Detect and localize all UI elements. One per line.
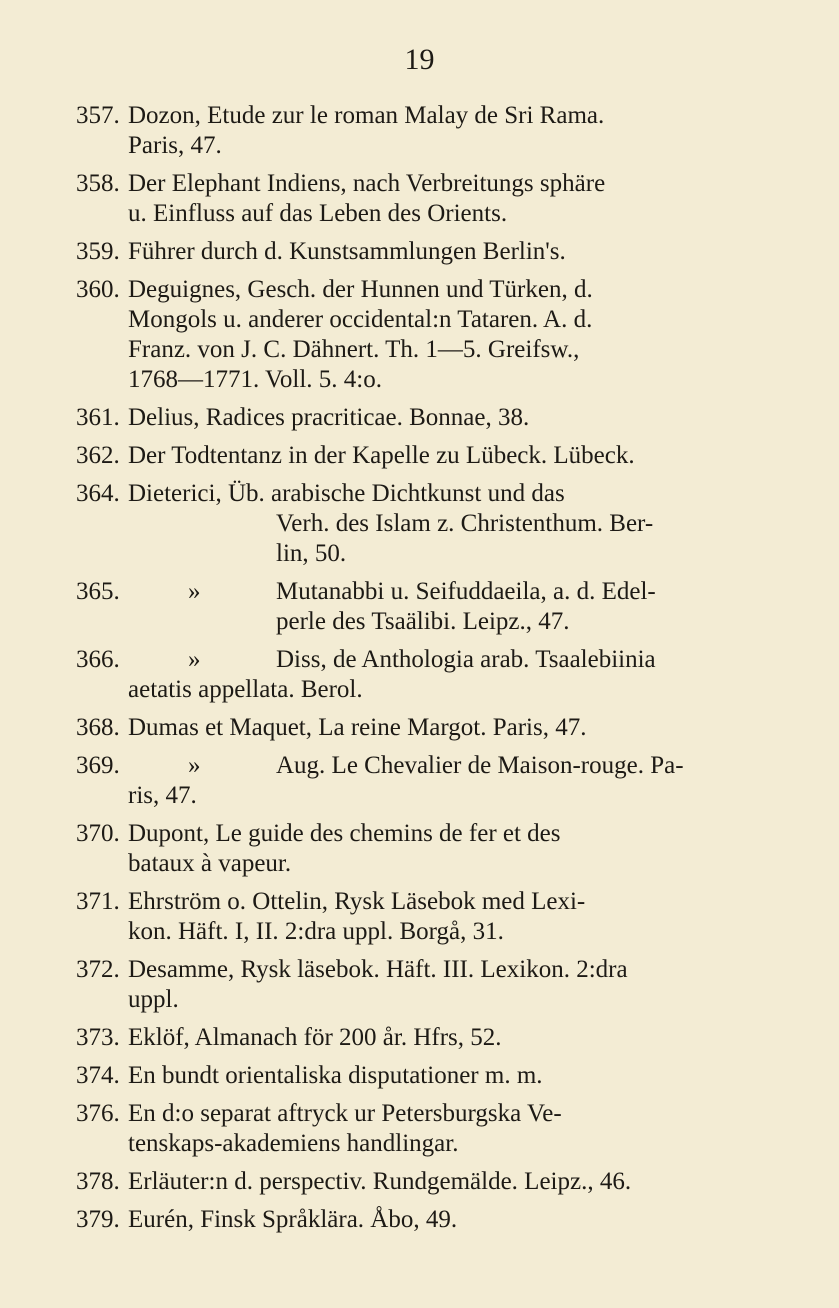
- entry-number: 365.: [76, 578, 120, 605]
- entry-line: Dupont, Le guide des chemins de fer et des: [128, 820, 561, 847]
- entry-line: Desamme, Rysk läsebok. Häft. III. Lexikon. 2:dra: [128, 956, 628, 983]
- entry-line: Der Todtentanz in der Kapelle zu Lübeck. Lübeck.: [128, 442, 635, 469]
- entry-line: bataux à vapeur.: [128, 850, 292, 877]
- entry-line: ris, 47.: [128, 782, 197, 809]
- catalog-entry: [76, 275, 766, 395]
- catalog-entries: [76, 101, 766, 1243]
- catalog-entry: [76, 1167, 766, 1197]
- entry-number: 369.: [76, 752, 120, 779]
- catalog-entry: [76, 819, 766, 879]
- entry-line: u. Einfluss auf das Leben des Orients.: [128, 200, 508, 227]
- entry-line: Mongols u. anderer occidental:n Tataren. A. d.: [128, 306, 593, 333]
- catalog-entry: [76, 751, 766, 811]
- entry-line: » Aug. Le Chevalier de Maison-rouge. Pa-: [128, 751, 766, 781]
- entry-line: Eurén, Finsk Språklära. Åbo, 49.: [128, 1206, 458, 1233]
- entry-number: 373.: [76, 1024, 120, 1051]
- catalog-entry: [76, 101, 766, 161]
- catalog-entry: [76, 403, 766, 433]
- entry-number: 357.: [76, 102, 120, 129]
- catalog-entry: [76, 1023, 766, 1053]
- entry-line: Deguignes, Gesch. der Hunnen und Türken, d.: [128, 276, 593, 303]
- catalog-entry: [76, 887, 766, 947]
- entry-line: perle des Tsaälibi. Leipz., 47.: [276, 608, 570, 635]
- entry-number: 359.: [76, 238, 120, 265]
- catalog-entry: [76, 577, 766, 637]
- entry-number: 378.: [76, 1168, 120, 1195]
- catalog-entry: [76, 169, 766, 229]
- entry-line: lin, 50.: [276, 540, 347, 567]
- entry-line: kon. Häft. I, II. 2:dra uppl. Borgå, 31.: [128, 918, 504, 945]
- entry-line: Führer durch d. Kunstsammlungen Berlin's.: [128, 238, 566, 265]
- entry-line: Verh. des Islam z. Christenthum. Ber-: [276, 510, 654, 537]
- catalog-entry: [76, 955, 766, 1015]
- catalog-entry: [76, 1061, 766, 1091]
- catalog-entry: [76, 237, 766, 267]
- entry-line: » Mutanabbi u. Seifuddaeila, a. d. Edel-: [128, 577, 766, 607]
- entry-number: 360.: [76, 276, 120, 303]
- catalog-entry: [76, 479, 766, 569]
- entry-line: aetatis appellata. Berol.: [128, 676, 363, 703]
- entry-line: Dieterici, Üb. arabische Dichtkunst und das: [128, 480, 565, 507]
- catalog-entry: [76, 1099, 766, 1159]
- ditto-mark: »: [188, 752, 201, 779]
- entry-line: uppl.: [128, 986, 179, 1013]
- entry-number: 371.: [76, 888, 120, 915]
- entry-number: 379.: [76, 1206, 120, 1233]
- entry-line: 1768—1771. Voll. 5. 4:o.: [128, 366, 382, 393]
- entry-line: tenskaps-akademiens handlingar.: [128, 1130, 459, 1157]
- entry-line: Delius, Radices pracriticae. Bonnae, 38.: [128, 404, 530, 431]
- catalog-entry: [76, 441, 766, 471]
- entry-line: Ehrström o. Ottelin, Rysk Läsebok med Lexi-: [128, 888, 586, 915]
- entry-line: Eklöf, Almanach för 200 år. Hfrs, 52.: [128, 1024, 502, 1051]
- catalog-entry: [76, 645, 766, 705]
- entry-number: 374.: [76, 1062, 120, 1089]
- entry-line: Dozon, Etude zur le roman Malay de Sri Rama.: [128, 102, 605, 129]
- entry-number: 376.: [76, 1100, 120, 1127]
- catalog-entry: [76, 713, 766, 743]
- entry-number: 366.: [76, 646, 120, 673]
- entry-number: 364.: [76, 480, 120, 507]
- entry-number: 368.: [76, 714, 120, 741]
- ditto-mark: »: [188, 578, 201, 605]
- entry-number: 361.: [76, 404, 120, 431]
- ditto-mark: »: [188, 646, 201, 673]
- entry-line: Der Elephant Indiens, nach Verbreitungs sphäre: [128, 170, 606, 197]
- entry-line: Dumas et Maquet, La reine Margot. Paris, 47.: [128, 714, 587, 741]
- entry-line: En bundt orientaliska disputationer m. m.: [128, 1062, 543, 1089]
- entry-number: 358.: [76, 170, 120, 197]
- entry-line: En d:o separat aftryck ur Petersburgska Ve-: [128, 1100, 562, 1127]
- entry-number: 370.: [76, 820, 120, 847]
- entry-line: » Diss, de Anthologia arab. Tsaalebiinia: [128, 645, 766, 675]
- entry-number: 362.: [76, 442, 120, 469]
- catalog-entry: [76, 1205, 766, 1235]
- entry-line: Franz. von J. C. Dähnert. Th. 1—5. Greifsw.,: [128, 336, 580, 363]
- page-number: 19: [404, 43, 435, 76]
- entry-line: Erläuter:n d. perspectiv. Rundgemälde. Leipz., 46.: [128, 1168, 632, 1195]
- entry-line: Paris, 47.: [128, 132, 222, 159]
- entry-number: 372.: [76, 956, 120, 983]
